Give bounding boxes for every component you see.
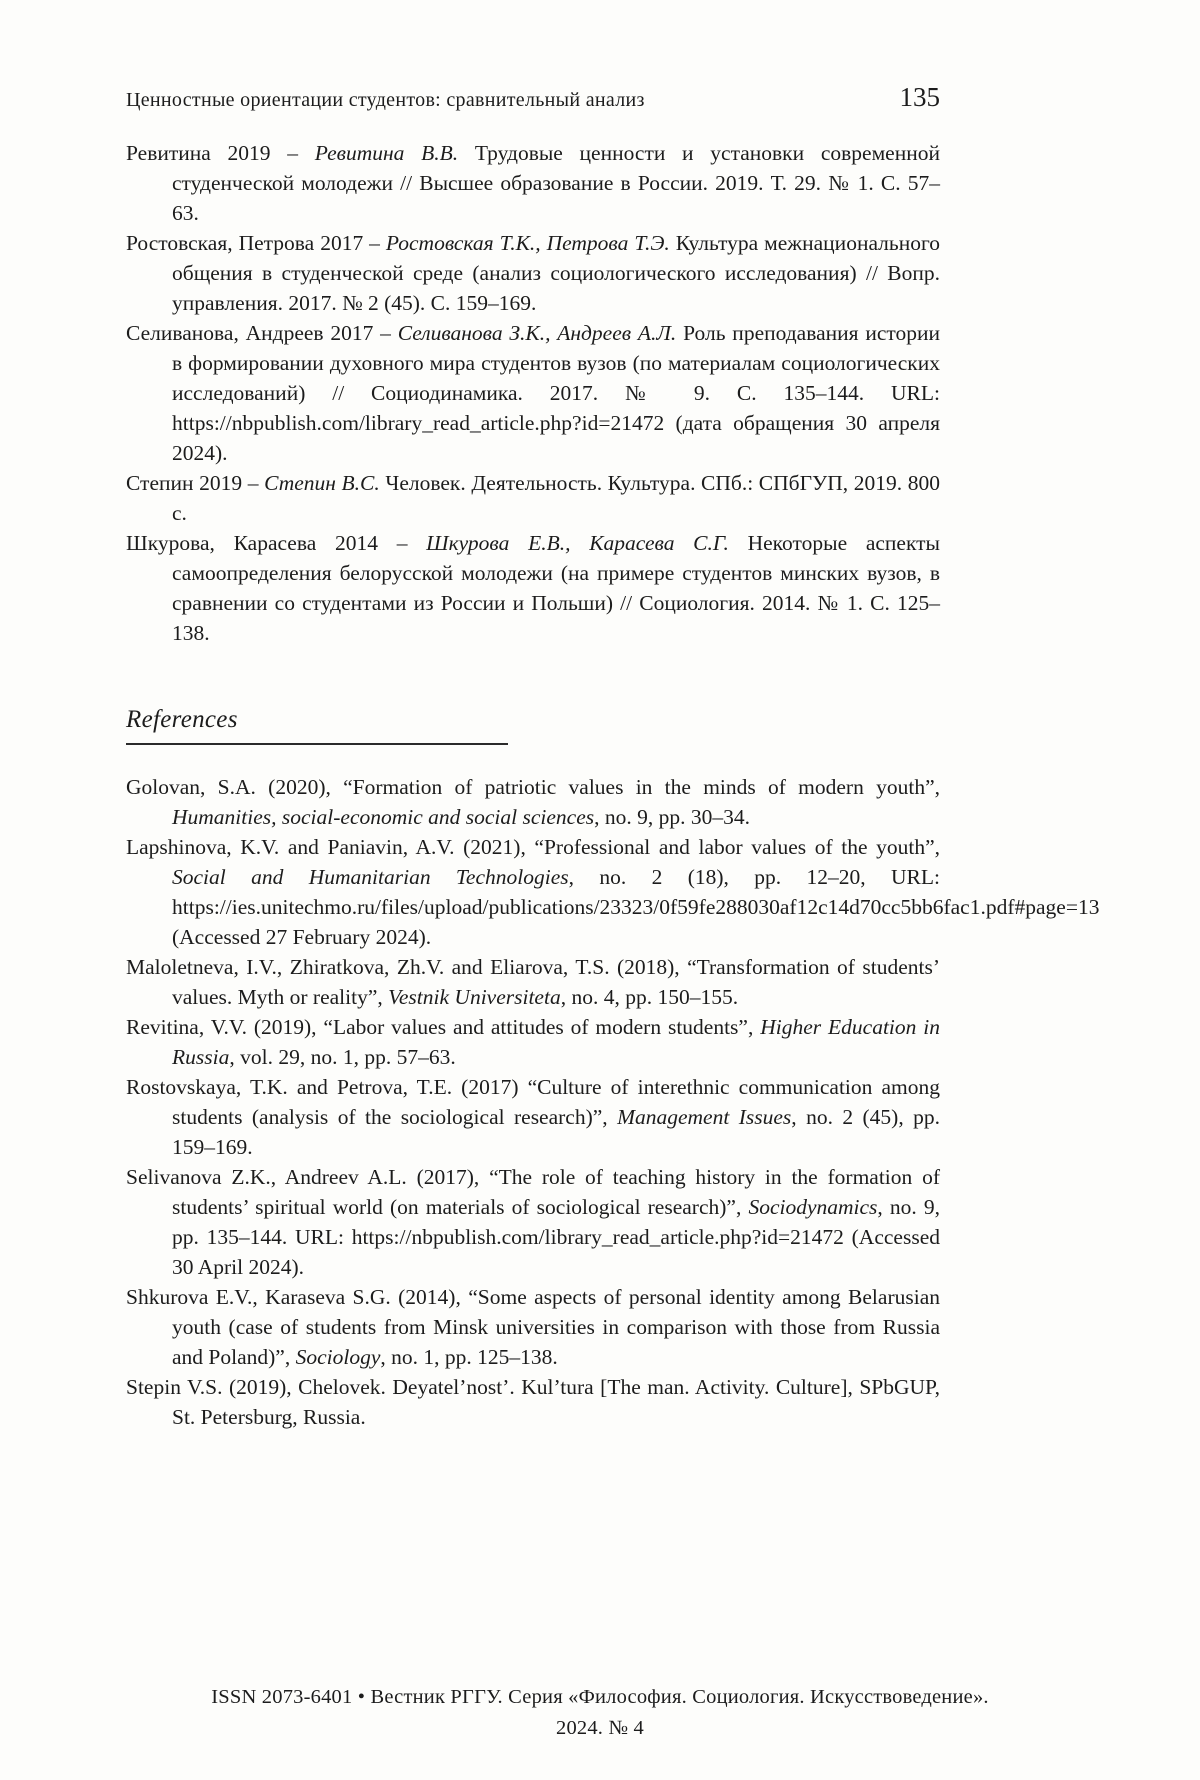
reference-entry xyxy=(126,1162,940,1282)
reference-segment: Ревитина 2019 – xyxy=(126,141,315,165)
reference-segment: Higher Education in Russia xyxy=(172,1015,940,1069)
reference-segment: Humanities, social-economic and social sciences xyxy=(172,805,595,829)
reference-entry xyxy=(126,1282,940,1372)
reference-segment: Человек. Деятельность. Культура. СПб.: СПбГУП, 2019. 800 с. xyxy=(172,471,940,525)
reference-segment: Selivanova Z.K., Andreev A.L. (2017), “The role of teaching history in the formation of students’ spiritual world (on materials of sociological research)”, xyxy=(126,1165,940,1219)
running-header xyxy=(126,82,940,113)
reference-segment: Шкурова Е.В., Карасева С.Г. xyxy=(426,531,729,555)
reference-entry xyxy=(126,832,1100,952)
reference-entry xyxy=(126,1072,940,1162)
footer-issn-line: ISSN 2073-6401 • Вестник РГГУ. Серия «Философия. Социология. Искусствоведение». xyxy=(211,1686,989,1708)
reference-segment: Rostovskaya, T.K. and Petrova, T.E. (2017) “Culture of interethnic communication among students (analysis of the sociological research)”, xyxy=(126,1075,940,1129)
references-heading: References xyxy=(126,706,238,733)
reference-entry xyxy=(126,468,940,528)
footer-issue-line: 2024. № 4 xyxy=(556,1717,644,1739)
reference-entry xyxy=(126,528,940,648)
reference-segment: Sociology xyxy=(295,1345,381,1369)
reference-segment: Степин В.С. xyxy=(264,471,380,495)
reference-segment: , vol. 29, no. 1, pp. 57–63. xyxy=(229,1045,456,1069)
reference-segment: Golovan, S.A. (2020), “Formation of patriotic values in the minds of modern youth”, xyxy=(126,775,940,799)
reference-segment: Social and Humanitarian Technologies xyxy=(172,865,569,889)
page-content xyxy=(126,138,1100,1432)
reference-entry xyxy=(126,138,940,228)
reference-segment: Ростовская, Петрова 2017 – xyxy=(126,231,386,255)
reference-segment: Stepin V.S. (2019), Chelovek. Deyatel’nost’. Kul’tura [The man. Activity. Culture], SPbGUP, St. Petersburg, Russia. xyxy=(126,1375,940,1429)
reference-segment: Revitina, V.V. (2019), “Labor values and attitudes of modern students”, xyxy=(126,1015,761,1039)
reference-entry xyxy=(126,1372,940,1432)
page-footer xyxy=(0,1682,1200,1744)
reference-segment: Lapshinova, K.V. and Paniavin, A.V. (2021), “Professional and labor values of the youth”, xyxy=(126,835,940,859)
reference-entry xyxy=(126,1012,940,1072)
english-reference-list xyxy=(126,772,1100,1432)
reference-segment: Селиванова, Андреев 2017 – xyxy=(126,321,398,345)
reference-segment: Maloletneva, I.V., Zhiratkova, Zh.V. and Eliarova, T.S. (2018), “Transformation of students’ values. Myth or reality”, xyxy=(126,955,940,1009)
reference-segment: Shkurova E.V., Karaseva S.G. (2014), “Some aspects of personal identity among Belarusian youth (case of students from Minsk universities in comparison with those from Russia and Poland)”, xyxy=(126,1285,940,1369)
reference-segment: Ростовская Т.К., Петрова Т.Э. xyxy=(385,231,670,255)
reference-segment: Селиванова З.К., Андреев А.Л. xyxy=(397,321,677,345)
reference-segment: Ревитина В.В. xyxy=(314,141,459,165)
references-heading-rule xyxy=(126,743,508,745)
reference-segment: Шкурова, Карасева 2014 – xyxy=(126,531,427,555)
reference-segment: , no. 1, pp. 125–138. xyxy=(380,1345,558,1369)
reference-segment: Роль преподавания истории в формировании духовного мира студентов вузов (по материалам социологических исследований) // Социодинамика. 2017. № 9. С. 135–144. URL: https://nbpublish.com/library_read_article.php?id=21472 (дата обращения 30 апреля 2024). xyxy=(172,321,940,465)
page-number: 135 xyxy=(899,82,940,112)
reference-entry xyxy=(126,772,940,832)
running-head-title: Ценностные ориентации студентов: сравнительный анализ xyxy=(126,89,645,111)
reference-segment: , no. 2 (18), pp. 12–20, URL: https://ies.unitechmo.ru/files/upload/publications/23323/0f59fe288030af12c14d70cc5bb6fac1.pdf#page=13 (Accessed 27 February 2024). xyxy=(172,865,1100,949)
reference-segment: , no. 2 (45), pp. 159–169. xyxy=(172,1105,940,1159)
reference-segment: , no. 9, pp. 135–144. URL: https://nbpublish.com/library_read_article.php?id=21472 (Accessed 30 April 2024). xyxy=(172,1195,941,1279)
reference-segment: Некоторые аспекты самоопределения белорусской молодежи (на примере студентов минских вузов, в сравнении со студентами из России и Польши) // Социология. 2014. № 1. С. 125–138. xyxy=(172,531,940,645)
reference-segment: Sociodynamics xyxy=(748,1195,878,1219)
reference-entry xyxy=(126,318,940,468)
reference-segment: Management Issues xyxy=(617,1105,792,1129)
reference-segment: Культура межнационального общения в студенческой среде (анализ социологического исследования) // Вопр. управления. 2017. № 2 (45). С. 159–169. xyxy=(172,231,940,315)
russian-reference-list xyxy=(126,138,940,648)
reference-segment: Vestnik Universiteta xyxy=(388,985,561,1009)
reference-entry xyxy=(126,952,940,1012)
reference-segment: , no. 4, pp. 150–155. xyxy=(560,985,739,1009)
reference-entry xyxy=(126,228,940,318)
reference-segment: Трудовые ценности и установки современной студенческой молодежи // Высшее образование в России. 2019. Т. 29. № 1. С. 57–63. xyxy=(172,141,940,225)
reference-segment: , no. 9, pp. 30–34. xyxy=(594,805,751,829)
reference-segment: Степин 2019 – xyxy=(126,471,265,495)
